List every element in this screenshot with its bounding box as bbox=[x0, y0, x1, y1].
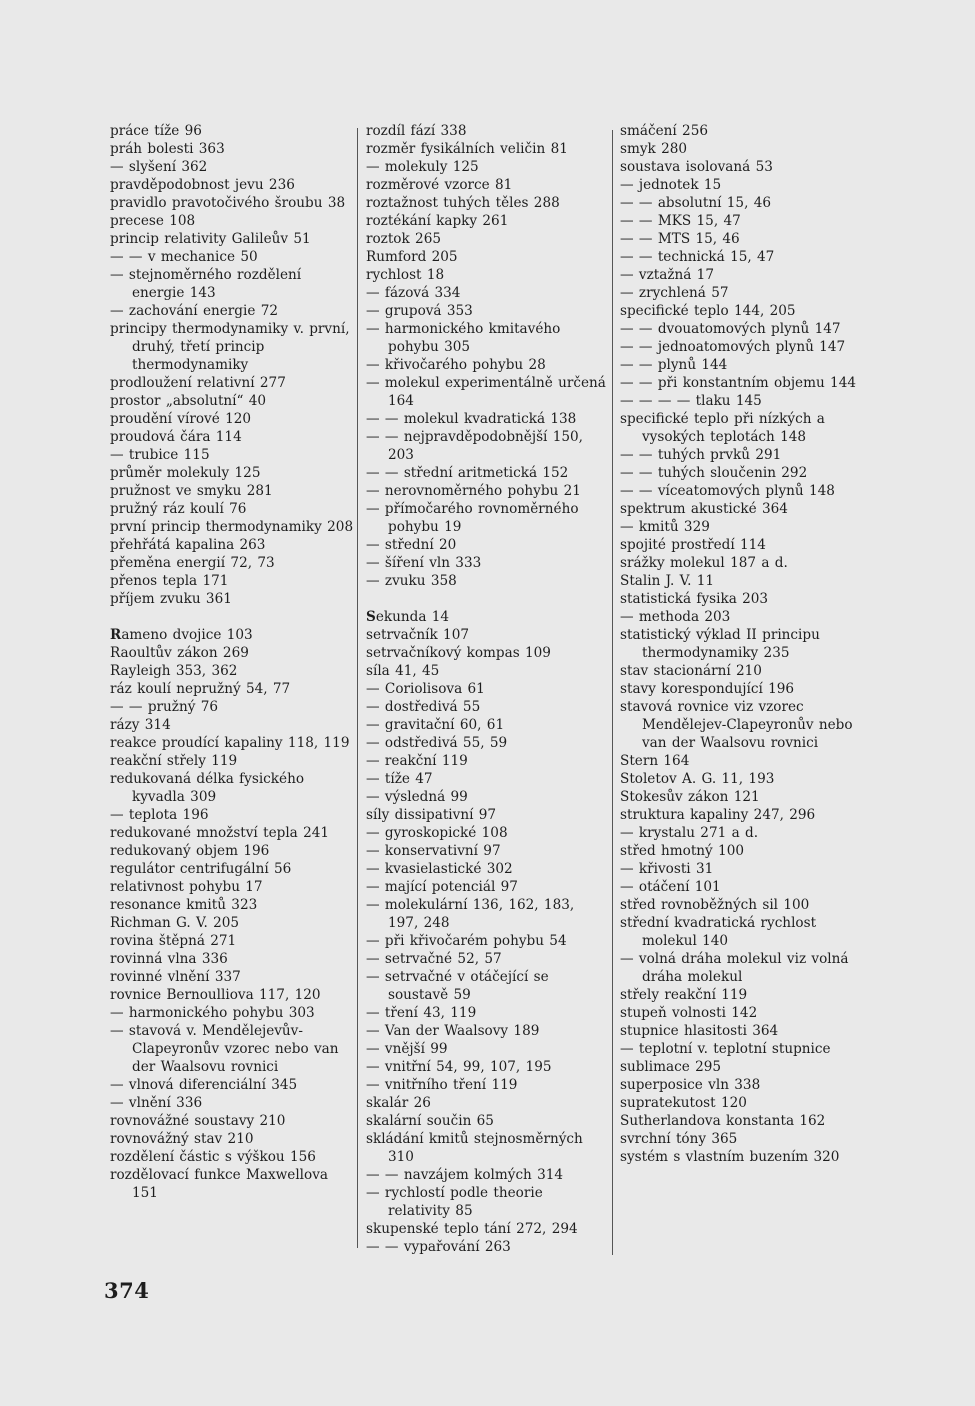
index-entry: — mající potenciál 97 bbox=[366, 879, 518, 895]
column-divider bbox=[612, 130, 613, 1255]
index-entry: specifické teplo 144, 205 bbox=[620, 303, 796, 319]
index-entry: — tření 43, 119 bbox=[366, 1005, 477, 1021]
index-entry: — — technická 15, 47 bbox=[620, 249, 775, 265]
index-entry: stavová rovnice viz vzorec Mendělejev-Clapeyronův nebo van der Waalsovu rovnici bbox=[620, 699, 853, 751]
index-entry: supratekutost 120 bbox=[620, 1095, 747, 1111]
index-entry: setrvačník 107 bbox=[366, 627, 469, 643]
index-entry: struktura kapaliny 247, 296 bbox=[620, 807, 816, 823]
index-entry: srážky molekul 187 a d. bbox=[620, 555, 788, 571]
index-entry: rovinné vlnění 337 bbox=[110, 969, 241, 985]
index-entry: přeměna energií 72, 73 bbox=[110, 555, 275, 571]
index-entry: — odstředivá 55, 59 bbox=[366, 735, 508, 751]
index-entry: rozdělení částic s výškou 156 bbox=[110, 1149, 316, 1165]
index-entry: průměr molekuly 125 bbox=[110, 465, 261, 481]
index-entry: Rayleigh 353, 362 bbox=[110, 663, 238, 679]
index-entry: — — při konstantním objemu 144 bbox=[620, 375, 857, 391]
index-entry: — křivosti 31 bbox=[620, 861, 714, 877]
index-entry: pružný ráz koulí 76 bbox=[110, 501, 247, 517]
index-entry: — — střední aritmetická 152 bbox=[366, 465, 569, 481]
index-entry: — methoda 203 bbox=[620, 609, 731, 625]
page-number: 374 bbox=[104, 1278, 150, 1303]
index-entry: rovnice Bernoulliova 117, 120 bbox=[110, 987, 321, 1003]
index-entry: Sutherlandova konstanta 162 bbox=[620, 1113, 826, 1129]
index-entry: specifické teplo při nízkých a vysokých teplotách 148 bbox=[620, 411, 825, 445]
index-entry: — — MKS 15, 47 bbox=[620, 213, 741, 229]
index-entry: — — plynů 144 bbox=[620, 357, 728, 373]
index-entry: resonance kmitů 323 bbox=[110, 897, 258, 913]
index-column-2 bbox=[366, 122, 608, 1256]
index-entry: skalární součin 65 bbox=[366, 1113, 494, 1129]
index-entry: spektrum akustické 364 bbox=[620, 501, 788, 517]
index-entry: rovnovážné soustavy 210 bbox=[110, 1113, 286, 1129]
index-entry: redukovaná délka fysického kyvadla 309 bbox=[110, 771, 305, 805]
index-entry: rovinná vlna 336 bbox=[110, 951, 228, 967]
index-entry: stavy korespondující 196 bbox=[620, 681, 795, 697]
index-entry: přehřátá kapalina 263 bbox=[110, 537, 266, 553]
index-entry: — reakční 119 bbox=[366, 753, 468, 769]
index-entry: Rumford 205 bbox=[366, 249, 458, 265]
index-entry: — konservativní 97 bbox=[366, 843, 501, 859]
index-entry: roztok 265 bbox=[366, 231, 441, 247]
index-entry: — gyroskopické 108 bbox=[366, 825, 508, 841]
index-entry: skalár 26 bbox=[366, 1095, 431, 1111]
index-entry: systém s vlastním buzením 320 bbox=[620, 1149, 840, 1165]
index-entry: — Coriolisova 61 bbox=[366, 681, 485, 697]
index-entry: — vnitřního tření 119 bbox=[366, 1077, 518, 1093]
column-divider bbox=[357, 128, 358, 1248]
index-entry: rychlost 18 bbox=[366, 267, 445, 283]
index-entry: pravděpodobnost jevu 236 bbox=[110, 177, 295, 193]
index-entry: — nerovnoměrného pohybu 21 bbox=[366, 483, 581, 499]
index-entry: princip relativity Galileův 51 bbox=[110, 231, 311, 247]
index-entry: prodloužení relativní 277 bbox=[110, 375, 286, 391]
index-entry: smáčení 256 bbox=[620, 123, 708, 139]
index-entry: skupenské teplo tání 272, 294 bbox=[366, 1221, 578, 1237]
index-entry: Rameno dvojice 103 bbox=[110, 627, 253, 643]
index-entry: — zvuku 358 bbox=[366, 573, 457, 589]
index-entry: soustava isolovaná 53 bbox=[620, 159, 773, 175]
index-entry: relativnost pohybu 17 bbox=[110, 879, 263, 895]
index-entry: — — jednoatomových plynů 147 bbox=[620, 339, 846, 355]
index-entry: — kvasielastické 302 bbox=[366, 861, 513, 877]
index-entry: prostor „absolutní“ 40 bbox=[110, 393, 267, 409]
index-entry: první princip thermodynamiky 208 bbox=[110, 519, 354, 535]
index-entry: — grupová 353 bbox=[366, 303, 473, 319]
index-entry: — harmonického pohybu 303 bbox=[110, 1005, 315, 1021]
index-entry: — otáčení 101 bbox=[620, 879, 721, 895]
index-entry: roztažnost tuhých těles 288 bbox=[366, 195, 560, 211]
index-entry: statistická fysika 203 bbox=[620, 591, 769, 607]
index-entry: střed hmotný 100 bbox=[620, 843, 744, 859]
index-entry: — molekuly 125 bbox=[366, 159, 479, 175]
index-entry: — trubice 115 bbox=[110, 447, 210, 463]
index-entry: — teplotní v. teplotní stupnice bbox=[620, 1041, 831, 1057]
index-entry: rozdíl fází 338 bbox=[366, 123, 467, 139]
index-entry: regulátor centrifugální 56 bbox=[110, 861, 292, 877]
index-entry: reakce proudící kapaliny 118, 119 bbox=[110, 735, 350, 751]
index-entry: — setrvačné v otáčející se soustavě 59 bbox=[366, 969, 549, 1003]
index-entry: přenos tepla 171 bbox=[110, 573, 229, 589]
index-entry: — — víceatomových plynů 148 bbox=[620, 483, 835, 499]
index-entry: — — tuhých prvků 291 bbox=[620, 447, 782, 463]
index-entry: střely reakční 119 bbox=[620, 987, 748, 1003]
index-entry: — vlnění 336 bbox=[110, 1095, 203, 1111]
index-entry: — fázová 334 bbox=[366, 285, 461, 301]
index-entry: — — dvouatomových plynů 147 bbox=[620, 321, 841, 337]
index-entry: — harmonického kmitavého pohybu 305 bbox=[366, 321, 561, 355]
index-entry: ráz koulí nepružný 54, 77 bbox=[110, 681, 291, 697]
index-entry: stupeň volnosti 142 bbox=[620, 1005, 758, 1021]
index-entry: stupnice hlasitosti 364 bbox=[620, 1023, 779, 1039]
index-entry: — — absolutní 15, 46 bbox=[620, 195, 772, 211]
index-entry: — zachování energie 72 bbox=[110, 303, 278, 319]
index-entry: — molekulární 136, 162, 183, 197, 248 bbox=[366, 897, 575, 931]
index-entry: rázy 314 bbox=[110, 717, 171, 733]
index-entry: redukované množství tepla 241 bbox=[110, 825, 330, 841]
index-entry: skládání kmitů stejnosměrných 310 bbox=[366, 1131, 583, 1165]
index-entry: proudění vírové 120 bbox=[110, 411, 252, 427]
index-entry: proudová čára 114 bbox=[110, 429, 242, 445]
index-entry: — střední 20 bbox=[366, 537, 457, 553]
index-entry: — — nejpravděpodobnější 150, 203 bbox=[366, 429, 583, 463]
index-entry: pružnost ve smyku 281 bbox=[110, 483, 273, 499]
index-entry: střed rovnoběžných sil 100 bbox=[620, 897, 810, 913]
index-entry: statistický výklad II principu thermodynamiky 235 bbox=[620, 627, 820, 661]
index-entry: — — MTS 15, 46 bbox=[620, 231, 740, 247]
index-entry: — molekul experimentálně určená 164 bbox=[366, 375, 606, 409]
index-entry: Stokesův zákon 121 bbox=[620, 789, 760, 805]
index-entry: stav stacionární 210 bbox=[620, 663, 762, 679]
index-entry: — stavová v. Mendělejevův-Clapeyronův vzorec nebo van der Waalsovu rovnici bbox=[110, 1023, 339, 1075]
index-entry: — — tuhých sloučenin 292 bbox=[620, 465, 808, 481]
index-entry: smyk 280 bbox=[620, 141, 688, 157]
index-entry: — stejnoměrného rozdělení energie 143 bbox=[110, 267, 302, 301]
index-entry: — slyšení 362 bbox=[110, 159, 208, 175]
index-entry: — — pružný 76 bbox=[110, 699, 218, 715]
index-entry: síly dissipativní 97 bbox=[366, 807, 497, 823]
index-entry: — dostředivá 55 bbox=[366, 699, 481, 715]
index-entry: Raoultův zákon 269 bbox=[110, 645, 249, 661]
index-entry: — — navzájem kolmých 314 bbox=[366, 1167, 564, 1183]
index-column-1 bbox=[110, 122, 354, 1202]
index-entry: Richman G. V. 205 bbox=[110, 915, 240, 931]
index-entry: rozměr fysikálních veličin 81 bbox=[366, 141, 568, 157]
index-entry: rozdělovací funkce Maxwellova 151 bbox=[110, 1167, 328, 1201]
index-entry: — šíření vln 333 bbox=[366, 555, 482, 571]
index-entry: spojité prostředí 114 bbox=[620, 537, 766, 553]
index-entry: Stoletov A. G. 11, 193 bbox=[620, 771, 775, 787]
index-entry: — teplota 196 bbox=[110, 807, 209, 823]
index-entry: — krystalu 271 a d. bbox=[620, 825, 759, 841]
index-entry: příjem zvuku 361 bbox=[110, 591, 232, 607]
index-entry: precese 108 bbox=[110, 213, 196, 229]
index-entry: — setrvačné 52, 57 bbox=[366, 951, 502, 967]
index-entry: — vlnová diferenciální 345 bbox=[110, 1077, 298, 1093]
index-entry: — tíže 47 bbox=[366, 771, 433, 787]
index-column-3 bbox=[620, 122, 862, 1166]
index-entry: — vztažná 17 bbox=[620, 267, 714, 283]
index-entry: redukovaný objem 196 bbox=[110, 843, 270, 859]
index-entry: roztékání kapky 261 bbox=[366, 213, 509, 229]
index-entry: práce tíže 96 bbox=[110, 123, 202, 139]
index-entry: — Van der Waalsovy 189 bbox=[366, 1023, 540, 1039]
index-entry: Sekunda 14 bbox=[366, 609, 450, 625]
index-entry: — při křivočarém pohybu 54 bbox=[366, 933, 567, 949]
index-entry: reakční střely 119 bbox=[110, 753, 238, 769]
index-entry: rozměrové vzorce 81 bbox=[366, 177, 513, 193]
index-entry: Stern 164 bbox=[620, 753, 690, 769]
index-entry: — kmitů 329 bbox=[620, 519, 710, 535]
index-entry: setrvačníkový kompas 109 bbox=[366, 645, 551, 661]
index-entry: — křivočarého pohybu 28 bbox=[366, 357, 546, 373]
index-entry: — vnitřní 54, 99, 107, 195 bbox=[366, 1059, 552, 1075]
index-entry: práh bolesti 363 bbox=[110, 141, 225, 157]
index-entry: superposice vln 338 bbox=[620, 1077, 761, 1093]
index-entry: rovnovážný stav 210 bbox=[110, 1131, 254, 1147]
index-entry: — zrychlená 57 bbox=[620, 285, 729, 301]
index-entry: svrchní tóny 365 bbox=[620, 1131, 738, 1147]
index-entry: — — molekul kvadratická 138 bbox=[366, 411, 577, 427]
index-entry: Stalin J. V. 11 bbox=[620, 573, 715, 589]
index-entry: rovina štěpná 271 bbox=[110, 933, 237, 949]
index-entry: — jednotek 15 bbox=[620, 177, 722, 193]
index-entry: síla 41, 45 bbox=[366, 663, 440, 679]
index-entry: střední kvadratická rychlost molekul 140 bbox=[620, 915, 817, 949]
index-entry: — volná dráha molekul viz volná dráha molekul bbox=[620, 951, 849, 985]
index-entry: — — — — tlaku 145 bbox=[620, 393, 762, 409]
index-entry: — výsledná 99 bbox=[366, 789, 468, 805]
index-entry: — — vypařování 263 bbox=[366, 1239, 511, 1255]
index-entry: — přímočarého rovnoměrného pohybu 19 bbox=[366, 501, 579, 535]
index-entry: sublimace 295 bbox=[620, 1059, 722, 1075]
index-entry: — — v mechanice 50 bbox=[110, 249, 258, 265]
index-entry: — gravitační 60, 61 bbox=[366, 717, 505, 733]
index-entry: — vnější 99 bbox=[366, 1041, 448, 1057]
index-entry: — rychlostí podle theorie relativity 85 bbox=[366, 1185, 543, 1219]
index-entry: pravidlo pravotočivého šroubu 38 bbox=[110, 195, 346, 211]
index-entry: principy thermodynamiky v. první, druhý, třetí princip thermodynamiky bbox=[110, 321, 350, 373]
